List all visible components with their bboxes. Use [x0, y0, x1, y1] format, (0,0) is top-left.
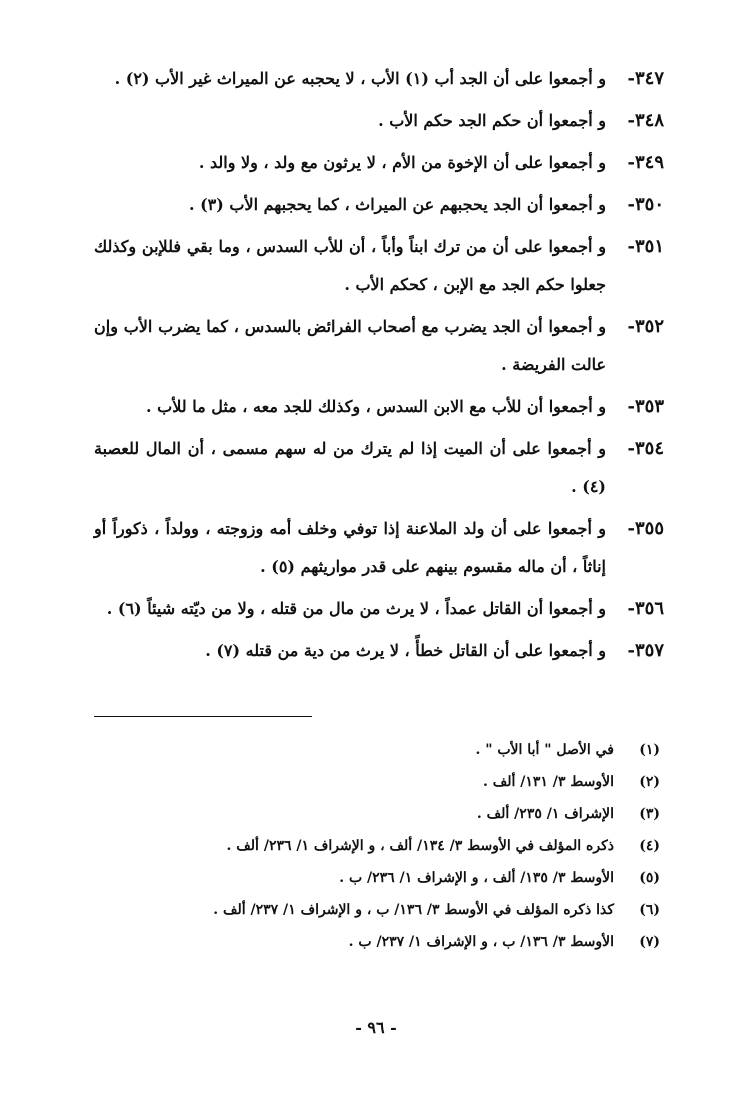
consensus-entries — [94, 60, 664, 674]
entry-347 — [94, 60, 664, 98]
footnote-item — [140, 735, 660, 767]
entry-text: و أجمعوا أن القاتل عمداً ، لا يرث من مال من قتله ، ولا من ديّته شيئاً (٦) . — [106, 599, 606, 618]
entry-text: و أجمعوا على أن الإخوة من الأم ، لا يرثون مع ولد ، ولا والد . — [198, 153, 606, 172]
entry-text: و أجمعوا أن للأب مع الابن السدس ، وكذلك للجد معه ، مثل ما للأب . — [146, 397, 606, 416]
footnote-item — [140, 863, 660, 895]
entry-350 — [94, 186, 664, 224]
footnote-number: (٥) — [639, 870, 660, 886]
entry-number: ٣٥٥- — [627, 518, 664, 539]
page-number: - ٩٦ - — [355, 1018, 397, 1037]
entry-text: و أجمعوا أن حكم الجد حكم الأب . — [378, 111, 606, 130]
entry-number: ٣٤٩- — [627, 152, 664, 173]
entry-text: و أجمعوا على أن الميت إذا لم يترك من له سهم مسمى ، أن المال للعصبة (٤) . — [94, 439, 606, 496]
footnote-item — [140, 831, 660, 863]
footnote-text: ذكره المؤلف في الأوسط ٣/ ١٣٤/ ألف ، و الإشراف ١/ ٢٣٦/ ألف . — [226, 838, 614, 854]
footnote-item — [140, 799, 660, 831]
entry-number: ٣٥٦- — [627, 598, 664, 619]
footnote-item — [140, 767, 660, 799]
entry-352 — [94, 308, 664, 384]
entry-357 — [94, 632, 664, 670]
footnote-text: كذا ذكره المؤلف في الأوسط ٣/ ١٣٦/ ب ، و الإشراف ١/ ٢٣٧/ ألف . — [213, 902, 614, 918]
footnote-text: الأوسط ٣/ ١٣٦/ ب ، و الإشراف ١/ ٢٣٧/ ب . — [348, 934, 614, 950]
entry-text: و أجمعوا أن الجد يحجبهم عن الميراث ، كما يحجبهم الأب (٣) . — [188, 195, 606, 214]
entry-353 — [94, 388, 664, 426]
entry-349 — [94, 144, 664, 182]
entry-number: ٣٥٧- — [627, 640, 664, 661]
entry-number: ٣٤٧- — [627, 68, 664, 89]
footnote-number: (٢) — [639, 774, 660, 790]
footnote-number: (٧) — [639, 934, 660, 950]
footnote-text: الإشراف ١/ ٢٣٥/ ألف . — [476, 806, 614, 822]
entry-351 — [94, 228, 664, 304]
footnotes — [140, 735, 660, 959]
entry-text: و أجمعوا على أن ولد الملاعنة إذا توفي وخلف أمه وزوجته ، وولداً ، ذكوراً أو إناثاً ، أن ماله مقسوم بينهم على قدر مواريثهم (٥) . — [94, 519, 607, 576]
entry-number: ٣٥٢- — [627, 316, 664, 337]
entry-number: ٣٤٨- — [627, 110, 664, 131]
entry-348 — [94, 102, 664, 140]
entry-text: و أجمعوا أن الجد يضرب مع أصحاب الفرائض بالسدس ، كما يضرب الأب وإن عالت الفريضة . — [94, 317, 606, 374]
entry-354 — [94, 430, 664, 506]
footnote-text: الأوسط ٣/ ١٣١/ ألف . — [482, 774, 614, 790]
footnote-number: (٣) — [639, 806, 660, 822]
entry-number: ٣٥١- — [627, 236, 664, 257]
footnote-number: (١) — [639, 742, 660, 758]
entry-number: ٣٥٠- — [627, 194, 664, 215]
footnote-text: في الأصل " أبا الأب " . — [475, 742, 614, 758]
footnote-number: (٦) — [639, 902, 660, 918]
entry-number: ٣٥٣- — [627, 396, 664, 417]
footnote-text: الأوسط ٣/ ١٣٥/ ألف ، و الإشراف ١/ ٢٣٦/ ب . — [339, 870, 614, 886]
footnote-number: (٤) — [639, 838, 660, 854]
entry-text: و أجمعوا على أن القاتل خطأً ، لا يرث من دية من قتله (٧) . — [205, 641, 606, 660]
entry-text: و أجمعوا على أن الجد أب (١) الأب ، لا يحجبه عن الميراث غير الأب (٢) . — [114, 69, 606, 88]
footnote-divider — [94, 716, 312, 717]
footnote-item — [140, 895, 660, 927]
entry-355 — [94, 510, 664, 586]
entry-number: ٣٥٤- — [627, 438, 664, 459]
footnote-item — [140, 927, 660, 959]
entry-text: و أجمعوا على أن من ترك ابناً وأباً ، أن للأب السدس ، وما بقي فللإبن وكذلك جعلوا حكم الجد مع الإبن ، كحكم الأب . — [94, 237, 606, 294]
entry-356 — [94, 590, 664, 628]
